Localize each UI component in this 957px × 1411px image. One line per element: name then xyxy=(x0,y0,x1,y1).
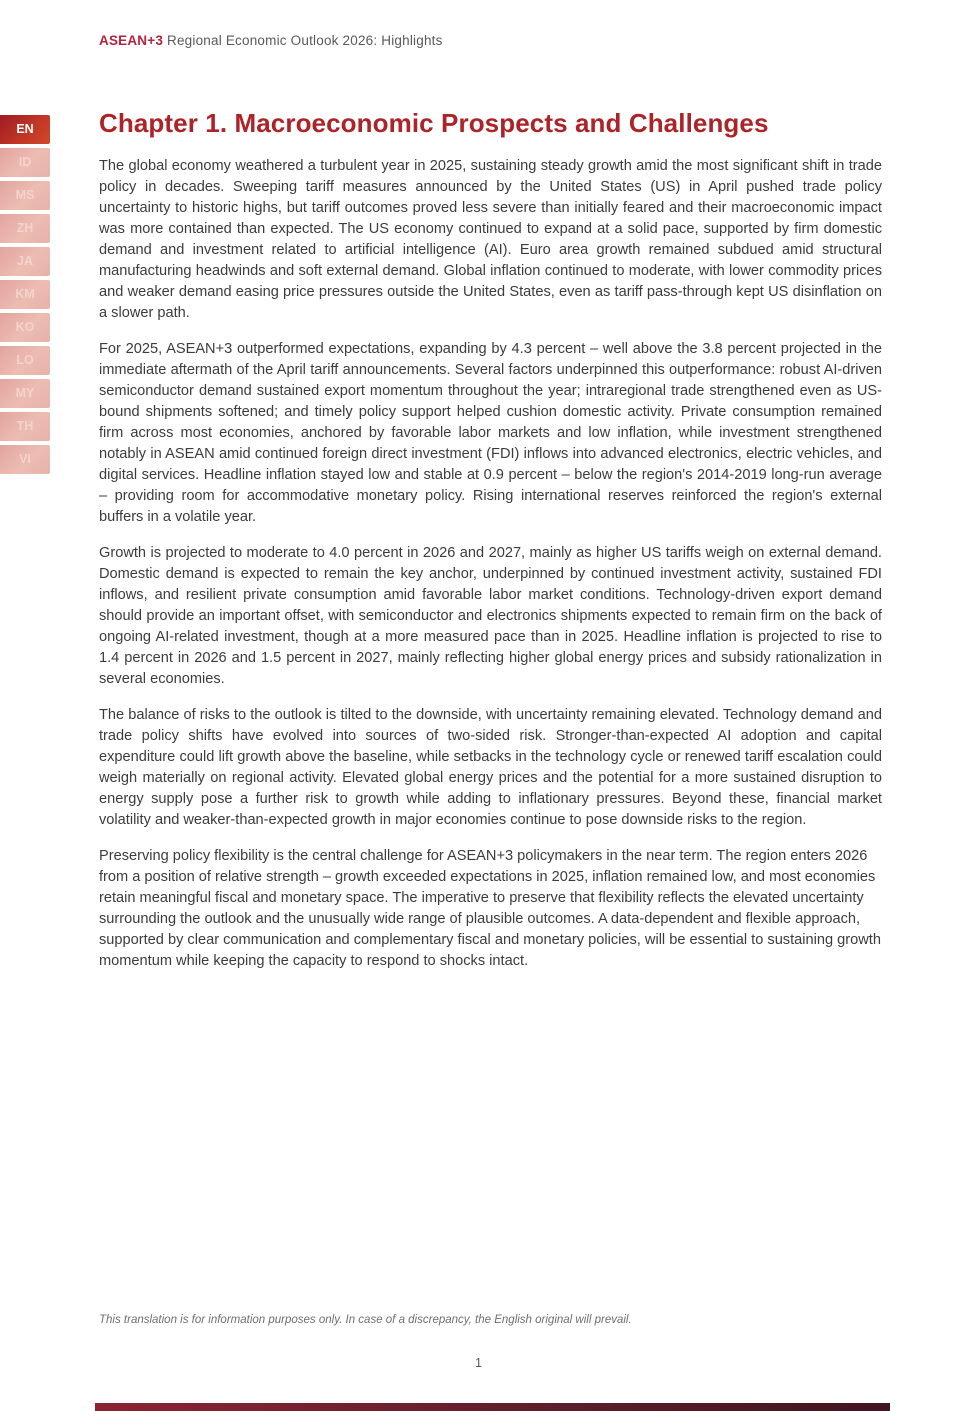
report-brand: ASEAN+3 xyxy=(99,33,164,48)
chapter-title: Chapter 1. Macroeconomic Prospects and Challenges xyxy=(99,108,769,138)
lang-button-ko[interactable]: KO xyxy=(0,313,50,342)
lang-button-lo[interactable]: LO xyxy=(0,346,50,375)
report-subtitle: Regional Economic Outlook 2026: Highlights xyxy=(163,33,443,48)
bottom-accent-bar xyxy=(95,1403,890,1411)
lang-button-ja[interactable]: JA xyxy=(0,247,50,276)
lang-button-en[interactable]: EN xyxy=(0,115,50,144)
body-paragraph-3: Growth is projected to moderate to 4.0 percent in 2026 and 2027, mainly as higher US tariffs weigh on external demand. Domestic demand is expected to remain the key anchor, underpinned by continued investment activity, sustained FDI inflows, and resilient private consumption amid favorable labor market conditions. Technology-driven export demand should provide an important offset, with semiconductor and electronics shipments expected to remain firm on the back of ongoing AI-related investment, though at a more measured pace than in 2025. Headline inflation is projected to rise to 1.4 percent in 2026 and 1.5 percent in 2027, mainly reflecting higher global energy prices and subsidy rationalization in several economies. xyxy=(99,545,882,687)
body-paragraph-4: The balance of risks to the outlook is tilted to the downside, with uncertainty remaining elevated. Technology demand and trade policy shifts have evolved into sources of two-sided risk. Stronger-than-expected AI adoption and capital expenditure could lift growth above the baseline, while setbacks in the technology cycle or renewed tariff escalation could weigh materially on regional activity. Elevated global energy prices and the potential for a more sustained disruption to energy supply pose a further risk to growth while adding to inflationary pressures. Beyond these, financial market volatility and weaker-than-expected growth in major economies continue to pose downside risks to the region. xyxy=(99,707,882,828)
lang-button-id[interactable]: ID xyxy=(0,148,50,177)
language-sidebar xyxy=(0,115,50,474)
body-paragraph-5: Preserving policy flexibility is the central challenge for ASEAN+3 policymakers in the near term. The region enters 2026 from a position of relative strength – growth exceeded expectations in 2025, inflation remained low, and most economies retain meaningful fiscal and monetary space. The imperative to preserve that flexibility reflects the elevated uncertainty surrounding the outlook and the unusually wide range of plausible outcomes. A data-dependent and flexible approach, supported by clear communication and complementary fiscal and monetary policies, will be essential to sustaining growth momentum while keeping the capacity to respond to shocks intact. xyxy=(99,848,881,969)
lang-button-ms[interactable]: MS xyxy=(0,181,50,210)
lang-button-th[interactable]: TH xyxy=(0,412,50,441)
body-paragraph-1: The global economy weathered a turbulent year in 2025, sustaining steady growth amid the most significant shift in trade policy in decades. Sweeping tariff measures announced by the United States (US) in April pushed trade policy uncertainty to historic highs, but tariff outcomes proved less severe than initially feared and their macroeconomic impact was more contained than expected. The US economy continued to expand at a solid pace, supported by firm domestic demand and investment related to artificial intelligence (AI). Euro area growth remained subdued amid structural manufacturing headwinds and soft external demand. Global inflation continued to moderate, with lower commodity prices and weaker demand easing price pressures outside the United States, even as tariff pass-through kept US disinflation on a slower path. xyxy=(99,158,882,321)
report-header xyxy=(99,33,443,48)
translation-disclaimer: This translation is for information purposes only. In case of a discrepancy, the English original will prevail. xyxy=(99,1314,632,1326)
main-content xyxy=(99,108,882,987)
lang-button-vi[interactable]: VI xyxy=(0,445,50,474)
page-number: 1 xyxy=(475,1356,482,1370)
lang-button-zh[interactable]: ZH xyxy=(0,214,50,243)
lang-button-km[interactable]: KM xyxy=(0,280,50,309)
body-paragraph-2: For 2025, ASEAN+3 outperformed expectations, expanding by 4.3 percent – well above the 3.8 percent projected in the immediate aftermath of the April tariff announcements. Several factors underpinned this outperformance: robust AI-driven semiconductor demand sustained export momentum throughout the year; intraregional trade strengthened even as US-bound shipments softened; and timely policy support helped cushion domestic activity. Private consumption remained firm across most economies, anchored by favorable labor markets and low inflation, while investment strengthened notably in ASEAN amid continued foreign direct investment (FDI) inflows into advanced electronics, electric vehicles, and digital services. Headline inflation stayed low and stable at 0.9 percent – below the region's 2014-2019 long-run average – providing room for accommodative monetary policy. Rising international reserves reinforced the region's external buffers in a volatile year. xyxy=(99,341,882,525)
lang-button-my[interactable]: MY xyxy=(0,379,50,408)
